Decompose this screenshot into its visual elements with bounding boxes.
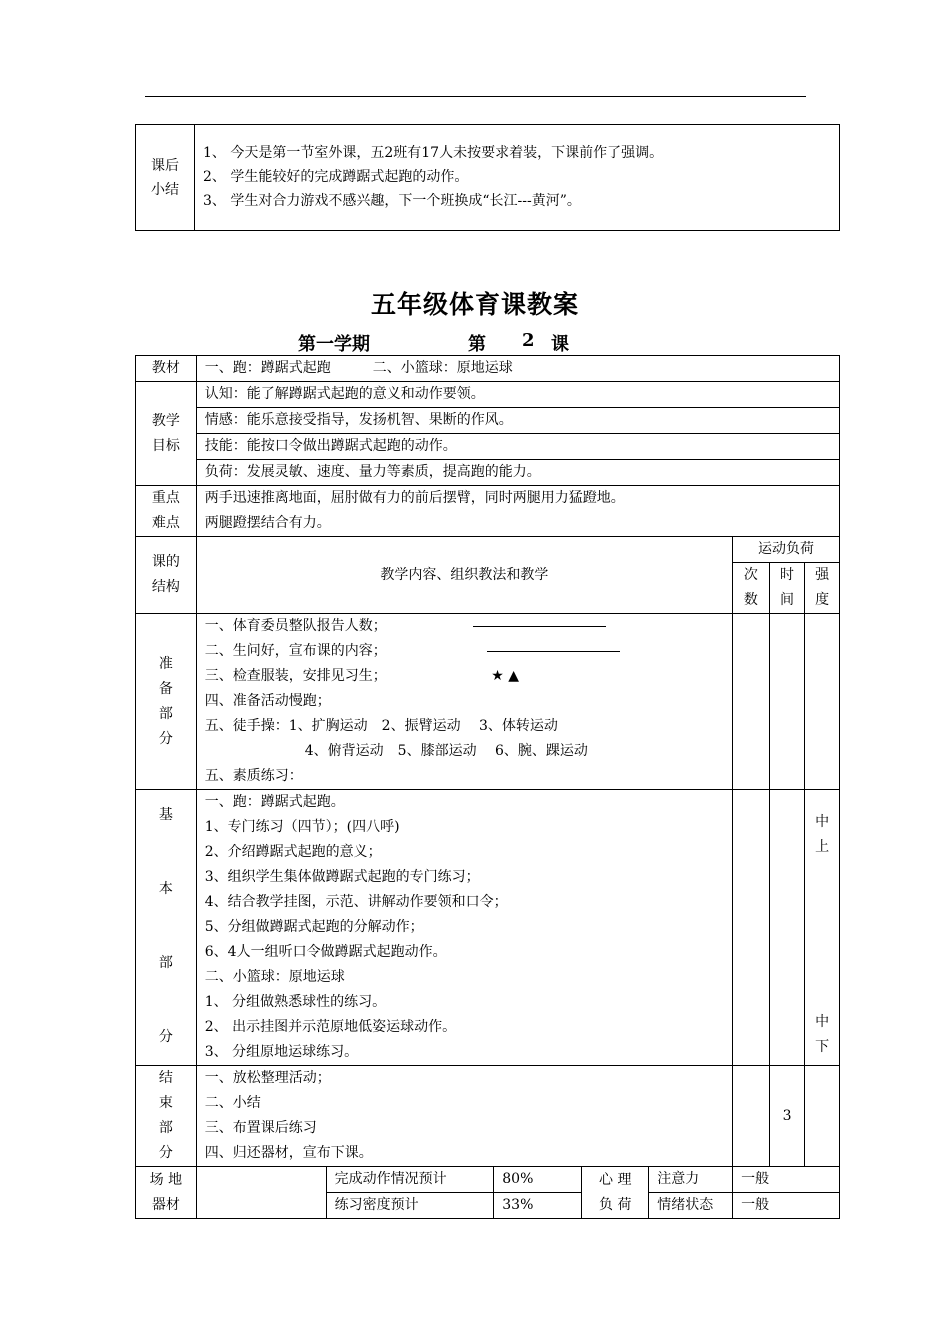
objective-emotion: 情感：能乐意接受指导，发扬机智、果断的作风。 <box>196 408 839 434</box>
objective-load: 负荷：发展灵敏、速度、量力等素质，提高跑的能力。 <box>196 460 839 486</box>
key-points-label-line: 难点 <box>151 515 180 531</box>
objectives-label <box>136 382 197 486</box>
objectives-label-line: 目标 <box>151 437 180 454</box>
basic-line: 一、跑：蹲踞式起跑。 <box>204 794 345 810</box>
end-label-char: 束 <box>158 1095 173 1111</box>
intensity-lower-char: 中 <box>815 1014 830 1030</box>
intensity-header-line: 度 <box>815 592 830 608</box>
formation-symbols: ★ ▲ <box>491 668 519 684</box>
basic-line: 6、4人一组听口令做蹲踞式起跑动作。 <box>204 944 447 960</box>
prep-line-text: 二、生问好，宣布课的内容； <box>204 643 387 659</box>
intensity-lower-char: 下 <box>815 1039 830 1055</box>
intensity-upper-char: 中 <box>815 814 830 830</box>
summary-label <box>136 125 195 231</box>
emotion-label: 情绪状态 <box>649 1193 733 1219</box>
summary-table <box>135 124 840 231</box>
key-point-item: 两腿蹬摆结合有力。 <box>204 515 331 531</box>
prep-intensity <box>805 614 840 790</box>
mental-load-label <box>582 1167 649 1219</box>
structure-label-line: 课的 <box>151 554 180 570</box>
basic-line: 二、小篮球：原地运球 <box>204 969 345 985</box>
load-header: 运动负荷 <box>733 537 840 563</box>
end-intensity <box>805 1066 840 1167</box>
material-label: 教材 <box>136 356 197 382</box>
intensity-header <box>805 563 840 614</box>
end-label-char: 部 <box>158 1120 173 1136</box>
venue-value <box>196 1167 326 1219</box>
intensity-header-line: 强 <box>815 567 830 583</box>
key-points-content <box>196 486 839 537</box>
header-rule <box>145 96 806 97</box>
intensity-upper <box>805 790 839 860</box>
prep-line-text: 三、检查服装，安排见习生； <box>204 668 387 684</box>
page-title: 五年级体育课教案 <box>370 290 579 319</box>
attention-label: 注意力 <box>649 1167 733 1193</box>
end-content <box>196 1066 732 1167</box>
prep-line <box>205 614 732 639</box>
count-header-line: 次 <box>743 567 758 583</box>
basic-line: 5、分组做蹲踞式起跑的分解动作； <box>204 919 424 935</box>
time-header-line: 时 <box>780 567 795 583</box>
basic-line: 2、介绍蹲踞式起跑的意义； <box>204 844 382 860</box>
basic-line: 3、 分组原地运球练习。 <box>204 1044 359 1060</box>
prep-time <box>769 614 805 790</box>
lesson-prefix: 第 <box>468 334 486 355</box>
basic-label-char: 基 <box>158 807 173 823</box>
prep-label-char: 部 <box>158 705 173 722</box>
prep-line <box>205 639 732 664</box>
mental-load-line: 心 理 <box>599 1171 632 1188</box>
venue-label <box>136 1167 197 1219</box>
prep-line: 五、素质练习： <box>204 768 303 784</box>
prep-line <box>205 664 732 689</box>
formation-line <box>473 626 606 627</box>
prep-line: 五、徒手操：1、扩胸运动 2、振臂运动 3、体转运动 <box>204 718 558 734</box>
key-points-label-line: 重点 <box>151 490 180 506</box>
prep-label <box>136 614 197 790</box>
end-line: 二、小结 <box>204 1095 261 1111</box>
time-header <box>769 563 805 614</box>
term-label: 第一学期 <box>298 334 370 355</box>
end-time: 3 <box>769 1066 805 1167</box>
end-label <box>136 1066 197 1167</box>
attention-value: 一般 <box>733 1167 840 1193</box>
end-count <box>733 1066 770 1167</box>
end-line: 一、放松整理活动； <box>204 1070 331 1086</box>
summary-content <box>195 125 840 231</box>
key-points-label <box>136 486 197 537</box>
end-label-char: 结 <box>158 1070 173 1086</box>
end-line: 三、布置课后练习 <box>204 1120 317 1136</box>
prep-line: 4、俯背运动 5、膝部运动 6、腕、踝运动 <box>304 743 588 759</box>
prep-label-char: 分 <box>158 730 173 747</box>
completion-value: 80% <box>494 1167 582 1193</box>
end-line: 四、归还器材，宣布下课。 <box>204 1145 373 1161</box>
basic-line: 2、 出示挂图并示范原地低姿运球动作。 <box>204 1019 457 1035</box>
prep-line: 四、准备活动慢跑； <box>204 693 331 709</box>
summary-label-line: 小结 <box>151 181 179 198</box>
density-value: 33% <box>494 1193 582 1219</box>
lesson-suffix: 课 <box>551 334 569 355</box>
intensity-lower <box>805 860 839 1060</box>
venue-label-line: 场 地 <box>149 1171 183 1188</box>
prep-count <box>733 614 770 790</box>
completion-label: 完成动作情况预计 <box>326 1167 494 1193</box>
count-header-line: 数 <box>743 592 758 608</box>
basic-line: 4、结合教学挂图，示范、讲解动作要领和口令； <box>204 894 508 910</box>
basic-count <box>733 790 770 1066</box>
venue-label-line: 器材 <box>151 1196 180 1213</box>
objectives-label-line: 教学 <box>151 412 180 429</box>
summary-label-line: 课后 <box>151 157 179 174</box>
basic-label-char: 分 <box>158 1029 173 1045</box>
basic-content <box>196 790 732 1066</box>
content-header: 教学内容、组织教法和教学 <box>196 537 732 614</box>
lesson-number: 2 <box>522 330 535 351</box>
prep-label-char: 准 <box>158 655 173 672</box>
structure-label <box>136 537 197 614</box>
density-label: 练习密度预计 <box>326 1193 494 1219</box>
objective-skill: 技能：能按口令做出蹲踞式起跑的动作。 <box>196 434 839 460</box>
basic-time <box>769 790 805 1066</box>
prep-content <box>196 614 732 790</box>
lesson-plan-table <box>135 355 840 1219</box>
emotion-value: 一般 <box>733 1193 840 1219</box>
count-header <box>733 563 770 614</box>
basic-line: 1、专门练习（四节）；(四八呼) <box>204 819 400 835</box>
basic-label-char: 本 <box>158 881 173 897</box>
basic-intensity <box>805 790 840 1066</box>
key-point-item: 两手迅速推离地面，屈肘做有力的前后摆臂，同时两腿用力猛蹬地。 <box>204 490 625 506</box>
formation-line <box>487 651 620 652</box>
summary-item: 2、 学生能较好的完成蹲踞式起跑的动作。 <box>203 169 469 185</box>
basic-line: 3、组织学生集体做蹲踞式起跑的专门练习； <box>204 869 480 885</box>
basic-label <box>136 790 197 1066</box>
basic-line: 1、 分组做熟悉球性的练习。 <box>204 994 387 1010</box>
objective-cognitive: 认知：能了解蹲踞式起跑的意义和动作要领。 <box>196 382 839 408</box>
end-label-char: 分 <box>158 1145 173 1161</box>
prep-line-text: 一、体育委员整队报告人数； <box>204 618 387 634</box>
basic-label-char: 部 <box>158 955 173 971</box>
summary-item: 1、 今天是第一节室外课，五2班有17人未按要求着装，下课前作了强调。 <box>203 145 664 161</box>
prep-label-char: 备 <box>158 680 173 697</box>
intensity-upper-char: 上 <box>815 839 830 855</box>
time-header-line: 间 <box>780 592 795 608</box>
mental-load-line: 负 荷 <box>599 1196 632 1213</box>
structure-label-line: 结构 <box>151 579 180 595</box>
summary-item: 3、 学生对合力游戏不感兴趣，下一个班换成“长江---黄河”。 <box>203 193 581 209</box>
material-value: 一、跑：蹲踞式起跑 二、小篮球：原地运球 <box>196 356 839 382</box>
